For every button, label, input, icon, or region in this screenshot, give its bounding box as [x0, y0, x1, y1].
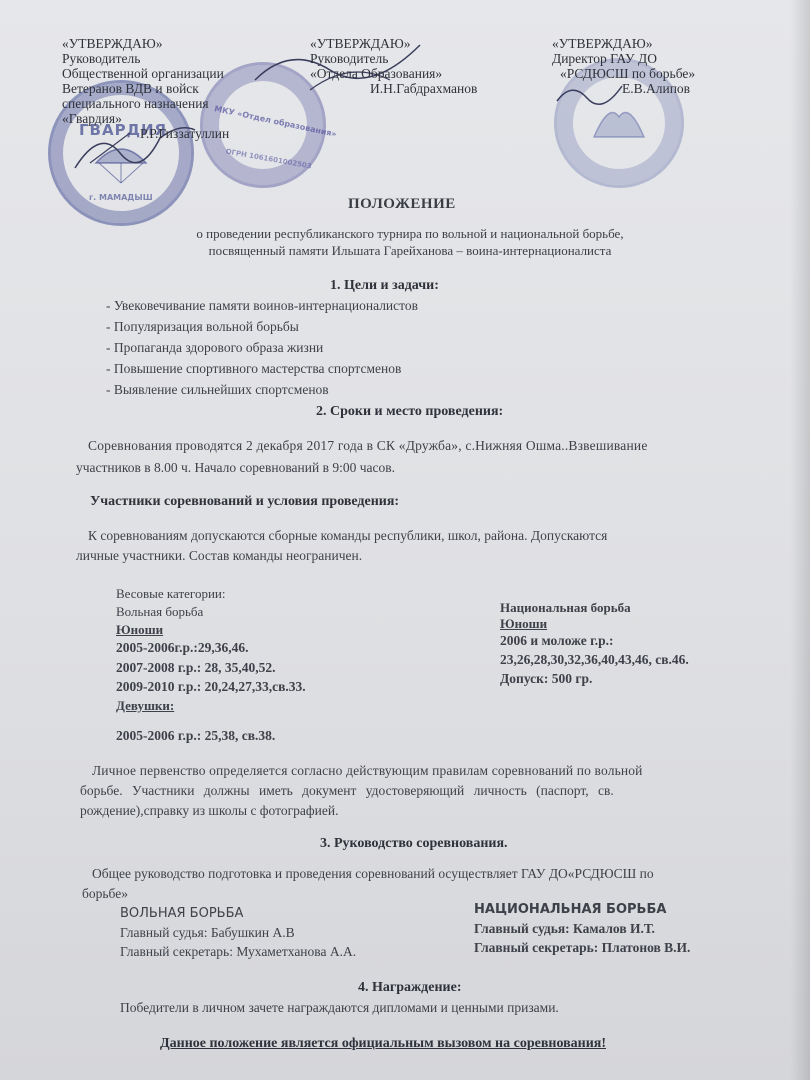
participants-line-1: К соревнованиям допускаются сборные команды республики, школ, района. Допускаются: [88, 528, 608, 543]
approval-middle: [310, 36, 477, 96]
list-item: - Выявление сильнейших спортсменов: [106, 382, 329, 397]
footer-official-call: Данное положение является официальным вызовом на соревнования!: [160, 1036, 607, 1051]
approval-left-line: Руководитель: [62, 51, 141, 66]
subtitle-line-2: посвященный памяти Ильшата Гарейханова – воина-интернационалиста: [208, 243, 612, 258]
stamp-otdel-text: МКУ «Отдел образования»: [213, 104, 338, 139]
freestyle-title: Вольная борьба: [116, 604, 204, 619]
section-1-title: 1. Цели и задачи:: [330, 278, 439, 293]
page-shadow: [790, 0, 810, 1080]
officials-national-secretary: Главный секретарь: Платонов В.И.: [474, 940, 691, 955]
participants-line-2: личные участники. Состав команды неограничен.: [76, 548, 363, 563]
freestyle-boys-label: Юноши: [116, 622, 164, 637]
approval-left: [62, 36, 229, 141]
approval-middle-header: «УТВЕРЖДАЮ»: [310, 36, 411, 51]
approval-right: [552, 36, 695, 96]
section-3-line-2: борьбе»: [82, 886, 128, 901]
officials-national-title: НАЦИОНАЛЬНАЯ БОРЬБА: [474, 902, 667, 917]
freestyle-girls-row: 2005-2006 г.р.: 25,38, св.38.: [116, 728, 276, 743]
rules-line-2: борьбе. Участники должны иметь документ удостоверяющий личность (паспорт, св.: [80, 783, 614, 798]
stamp-gvardiya-ring: г. МАМАДЫШ: [89, 193, 153, 202]
approval-right-signature: Е.В.Алипов: [622, 81, 691, 96]
approval-right-line: «РСДЮСШ по борьбе»: [560, 66, 696, 81]
rules-line-1: Личное первенство определяется согласно действующим правилам соревнований по вольной: [92, 763, 643, 778]
officials-national-judge: Главный судья: Камалов И.Т.: [474, 921, 655, 936]
freestyle-boys-row: 2009-2010 г.р.: 20,24,27,33,св.33.: [116, 679, 306, 694]
weights-label: Весовые категории:: [116, 586, 226, 601]
subtitle-line-1: о проведении республиканского турнира по вольной и национальной борьбе,: [196, 226, 624, 241]
list-item: - Увековечивание памяти воинов-интернационалистов: [106, 298, 418, 313]
list-item: - Пропаганда здорового образа жизни: [106, 340, 324, 355]
freestyle-girls-label: Девушки:: [116, 698, 175, 713]
participants-title: Участники соревнований и условия проведения:: [90, 494, 400, 509]
section-2-para-line-1: Соревнования проводятся 2 декабря 2017 года в СК «Дружба», с.Нижняя Ошма..Взвешивание: [88, 438, 648, 453]
approval-left-line: Общественной организации: [62, 66, 224, 81]
section-4-line-1: Победители в личном зачете награждаются дипломами и ценными призами.: [120, 1000, 559, 1015]
stamp-otdel-ring: ОГРН 1061601002503: [224, 147, 313, 171]
approval-middle-signature: И.Н.Габдрахманов: [370, 81, 478, 96]
approval-right-header: «УТВЕРЖДАЮ»: [552, 36, 653, 51]
national-title: Национальная борьба: [500, 600, 631, 615]
approval-left-line: Ветеранов ВДВ и войск: [62, 81, 199, 96]
approval-left-signature: Р.Р.Гиззатуллин: [140, 126, 230, 141]
section-3-title: 3. Руководство соревнования.: [320, 836, 508, 851]
section-2-title: 2. Сроки и место проведения:: [316, 404, 504, 419]
rules-line-3: рождение),справку из школы с фотографией.: [80, 803, 339, 818]
section-2-para-line-2: участников в 8.00 ч. Начало соревнований в 9:00 часов.: [76, 460, 395, 475]
freestyle-boys-row: 2005-2006г.р.:29,36,46.: [116, 640, 249, 655]
approval-left-line: «Гвардия»: [62, 111, 122, 126]
section-1-list: [106, 298, 418, 403]
list-item: - Популяризация вольной борьбы: [106, 319, 299, 334]
national-tolerance: Допуск: 500 гр.: [500, 671, 593, 686]
stamp-gvardiya-text: ГВАРДИЯ: [79, 121, 168, 139]
approval-middle-line: «Отдела Образования»: [310, 66, 443, 81]
officials-freestyle-judge: Главный судья: Бабушкин А.В: [120, 925, 295, 940]
approval-right-line: Директор ГАУ ДО: [552, 51, 657, 66]
section-4-title: 4. Награждение:: [358, 980, 462, 995]
freestyle-boys-row: 2007-2008 г.р.: 28, 35,40,52.: [116, 660, 276, 675]
national-boys-label: Юноши: [500, 616, 548, 631]
section-3-line-1: Общее руководство подготовка и проведения соревнований осуществляет ГАУ ДО«РСДЮСШ по: [92, 866, 654, 881]
national-cats: 23,26,28,30,32,36,40,43,46, св.46.: [500, 652, 689, 667]
document-title: ПОЛОЖЕНИЕ: [348, 196, 456, 212]
approval-left-line: специального назначения: [62, 96, 209, 111]
national-age: 2006 и моложе г.р.:: [500, 633, 614, 648]
officials-freestyle-title: ВОЛЬНАЯ БОРЬБА: [120, 906, 244, 921]
approval-middle-line: Руководитель: [310, 51, 389, 66]
list-item: - Повышение спортивного мастерства спортсменов: [106, 361, 402, 376]
officials-freestyle-secretary: Главный секретарь: Мухаметханова А.А.: [120, 944, 357, 959]
approval-left-header: «УТВЕРЖДАЮ»: [62, 36, 163, 51]
